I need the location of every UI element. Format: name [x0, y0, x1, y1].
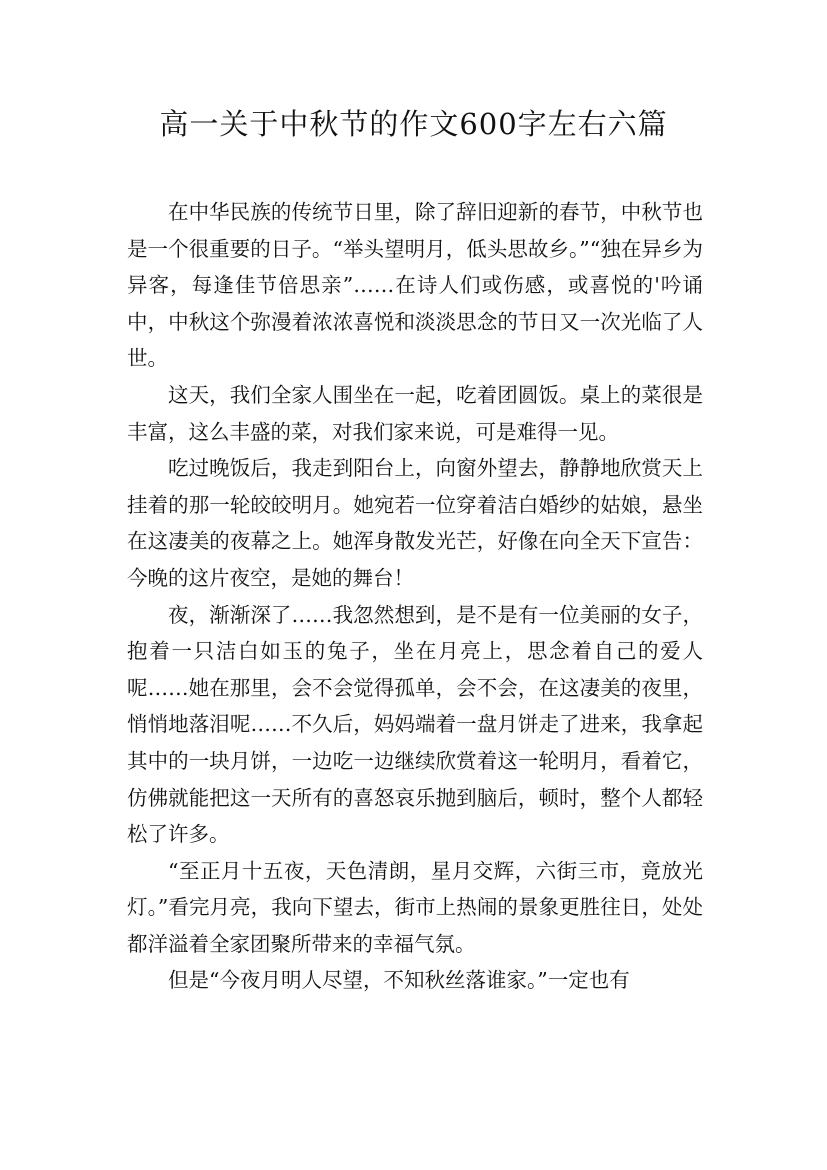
- document-body: [127, 194, 703, 999]
- paragraph-5: “至正月十五夜，天色清朗，星月交辉，六街三市，竟放光灯。”看完月亮，我向下望去，街市上热闹的景象更胜往日，处处都洋溢着全家团聚所带来的幸福气氛。: [127, 858, 703, 956]
- paragraph-3: 吃过晚饭后，我走到阳台上，向窗外望去，静静地欣赏天上挂着的那一轮皎皎明月。她宛若一位穿着洁白婚纱的姑娘，悬坐在这凄美的夜幕之上。她浑身散发光芒，好像在向全天下宣告：今晚的这片夜空，是她的舞台！: [127, 456, 703, 590]
- paragraph-1: 在中华民族的传统节日里，除了辞旧迎新的春节，中秋节也是一个很重要的日子。“举头望明月，低头思故乡。”“独在异乡为异客，每逢佳节倍思亲”……在诗人们或伤感，或喜悦的'吟诵中，中秋这个弥漫着浓浓喜悦和淡淡思念的节日又一次光临了人世。: [127, 200, 703, 371]
- paragraph-2: 这天，我们全家人围坐在一起，吃着团圆饭。桌上的菜很是丰富，这么丰盛的菜，对我们家来说，可是难得一见。: [127, 382, 703, 444]
- document-title: 高一关于中秋节的作文600字左右六篇: [159, 107, 668, 141]
- paragraph-6: 但是“今夜月明人尽望，不知秋丝落谁家。”一定也有: [168, 968, 630, 993]
- paragraph-4: 夜，渐渐深了……我忽然想到，是不是有一位美丽的女子，抱着一只洁白如玉的兔子，坐在月亮上，思念着自己的爱人呢……她在那里，会不会觉得孤单，会不会，在这凄美的夜里，悄悄地落泪呢……不久后，妈妈端着一盘月饼走了进来，我拿起其中的一块月饼，一边吃一边继续欣赏着这一轮明月，看着它，仿佛就能把这一天所有的喜怒哀乐抛到脑后，顿时，整个人都轻松了许多。: [127, 602, 703, 847]
